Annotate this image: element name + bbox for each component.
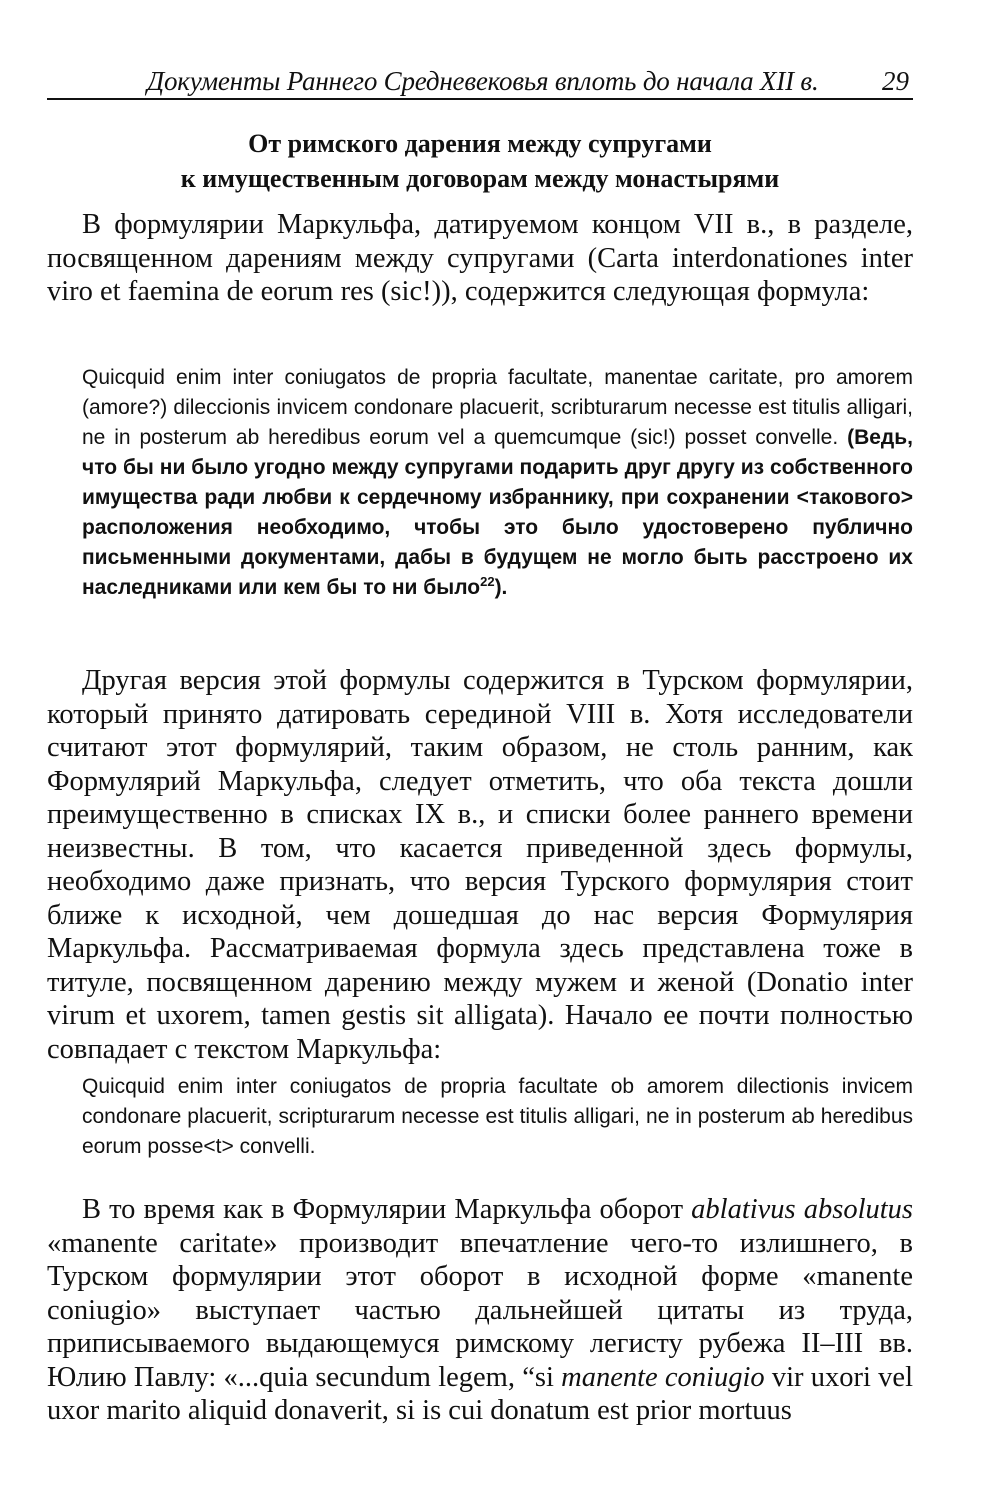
paragraph-2: Другая версия этой формулы содержится в Турском формулярии, который принято датировать серединой VIII в. Хотя исследователи считают этот формулярий, таким образом, не столь ранним, как Формулярий Маркульфа, следует отметить, что оба текста дошли преимущественно в списках IX в., и списки более раннего времени неизвестны. В том, что касается приведенной здесь формулы, необходимо даже признать, что версия Турского формулярия стоит ближе к исходной, чем дошедшая до нас версия Формулярия Маркульфа. Рассматриваемая формула здесь представлена тоже в титуле, посвященном дарению между мужем и женой (Donatio inter virum et uxorem, tamen gestis sit alligata). Начало ее почти полностью совпадает с текстом Маркульфа: (47, 665, 913, 1065)
quote-translation-close: ). (494, 576, 508, 599)
section-title-line-1: От римского дарения между супругами (248, 129, 712, 158)
term-manente-coniugio: manente coniugio (561, 1361, 765, 1393)
paragraph-3-text-3: vir uxori vel uxor marito aliquid donaverit, si is cui donatum est prior mortuus (47, 1361, 913, 1426)
quote-marculf (82, 363, 913, 603)
section-title (47, 126, 913, 196)
paragraph-3-text-1: В то время как в Формулярии Маркульфа оборот (82, 1194, 692, 1225)
running-head (47, 62, 913, 100)
quote-translation-text: (Ведь, что бы ни было угодно между супругами подарить друг другу из собственного имущества ради любви к сердечному избраннику, при сохранении <такового> расположения необходимо, чтобы это было удостоверено публично письменными документами, дабы в будущем не могло быть расстроено их наследниками или кем бы то ни было (82, 426, 913, 599)
paragraph-3 (47, 1193, 913, 1428)
section-title-line-2: к имущественным договорам между монастырями (180, 164, 780, 193)
term-ablativus-absolutus: ablativus absolutus (691, 1194, 914, 1225)
paragraph-3-text-2: «manente caritate» производит впечатление чего-то излишнего, в Турском формулярии этот оборот в исходной форме «manente coniugio» выступает частью дальнейшей цитаты из труда, приписываемого выдающемуся римскому легисту рубежа II–III вв. Юлию Павлу: «...quia secundum legem, “si (47, 1227, 913, 1393)
running-title: Документы Раннего Средневековья вплоть до начала XII в. (147, 66, 819, 96)
quote-tours: Quicquid enim inter coniugatos de propria facultate ob amorem dilectionis invicem condonare placuerit, scripturarum necesse est titulis alligari, ne in posterum ab heredibus eorum posse<t> convelli. (82, 1075, 913, 1158)
quote-latin: Quicquid enim inter coniugatos de propria facultate, manentae caritate, pro amorem (amore?) dileccionis invicem condonare placuerit, scribturarum necesse est titulis alligari, ne in posterum ab heredibus eorum vel a quemcumque (sic!) posset convelle. (82, 366, 913, 449)
paragraph-1: В формулярии Маркульфа, датируемом концом VII в., в разделе, посвященном дарениям между супругами (Carta interdonationes inter viro et faemina de eorum res (sic!)), содержится следующая формула: (47, 209, 913, 307)
footnote-ref[interactable]: 22 (480, 574, 495, 589)
quote-translation (82, 426, 913, 599)
page-number: 29 (882, 66, 909, 96)
